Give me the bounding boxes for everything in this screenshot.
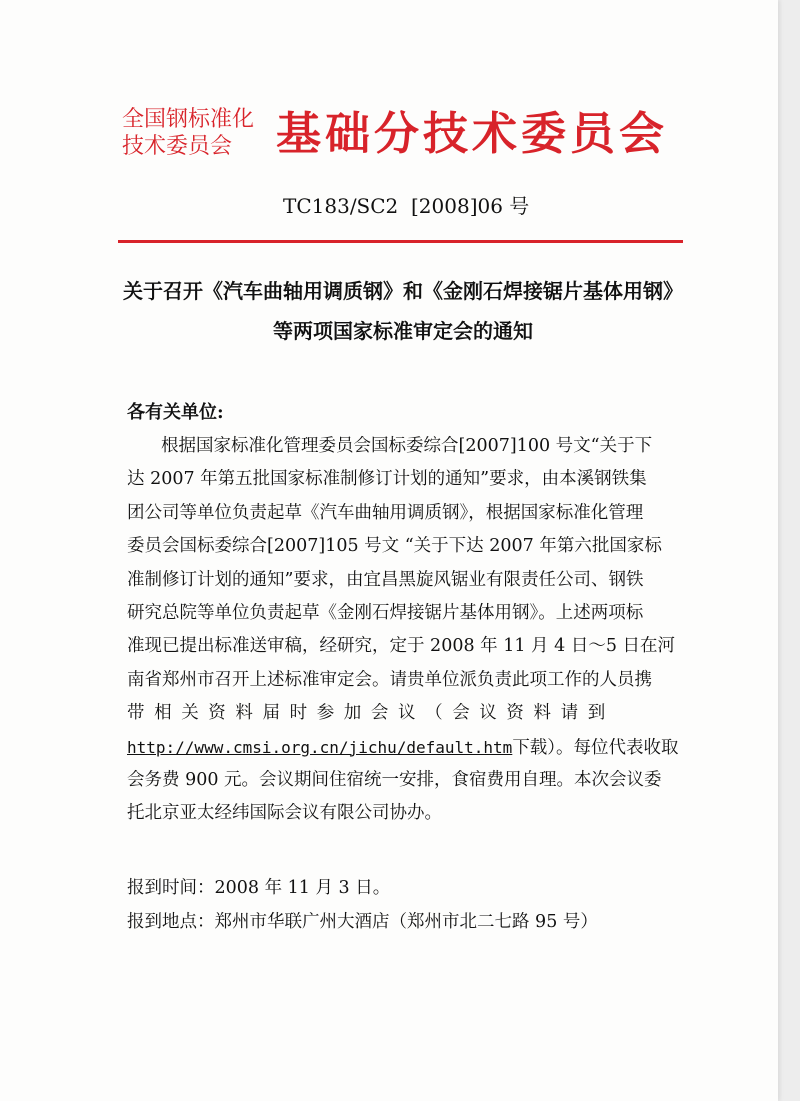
body-line-rest: 下载）。每位代表收取 — [512, 737, 679, 758]
body-line: 南省郑州市召开上述标准审定会。请贵单位派负责此项工作的人员携 — [127, 669, 652, 690]
body-line: 托北京亚太经纬国际会议有限公司协办。 — [127, 803, 442, 824]
body-line: 团公司等单位负责起草《汽车曲轴用调质钢》，根据国家标准化管理 — [127, 502, 644, 523]
report-place: 报到地点：郑州市华联广州大酒店（郑州市北二七路 95 号） — [127, 912, 598, 932]
body-line: 带相关资料届时参加会议（会议资料请到 — [127, 703, 615, 724]
header-divider — [118, 240, 683, 243]
document-number: TC183/SC2 [2008]06 号 — [283, 194, 530, 218]
issuing-organization — [122, 106, 272, 160]
materials-download-link[interactable]: http://www.cmsi.org.cn/jichu/default.htm — [127, 737, 513, 757]
report-time: 报到时间：2008 年 11 月 3 日。 — [127, 878, 391, 898]
body-line: 会务费 900 元。会议期间住宿统一安排，食宿费用自理。本次会议委 — [127, 769, 662, 790]
subcommittee-name: 基础分技术委员会 — [276, 107, 669, 160]
notice-title-line-1: 关于召开《汽车曲轴用调质钢》和《金刚石焊接锯片基体用钢》 — [123, 279, 683, 303]
body-line: 达 2007 年第五批国家标准制修订计划的通知”要求，由本溪钢铁集 — [127, 469, 647, 490]
body-line: 研究总院等单位负责起草《金刚石焊接锯片基体用钢》。上述两项标 — [127, 602, 644, 623]
org-line-2: 技术委员会 — [122, 134, 233, 159]
body-line: 准现已提出标准送审稿，经研究，定于 2008 年 11 月 4 日～5 日在河 — [127, 636, 676, 657]
notice-title-line-2: 等两项国家标准审定会的通知 — [273, 319, 533, 343]
salutation: 各有关单位: — [127, 402, 224, 423]
body-line: 根据国家标准化管理委员会国标委综合[2007]100 号文“关于下 — [161, 436, 653, 456]
notice-body — [127, 430, 679, 831]
org-line-1: 全国钢标准化 — [122, 107, 255, 132]
body-line: 委员会国标委综合[2007]105 号文 “关于下达 2007 年第六批国家标 — [127, 536, 662, 557]
body-line: 准制修订计划的通知”要求，由宜昌黑旋风锯业有限责任公司、钢铁 — [127, 569, 644, 590]
body-line-with-link — [127, 731, 679, 764]
